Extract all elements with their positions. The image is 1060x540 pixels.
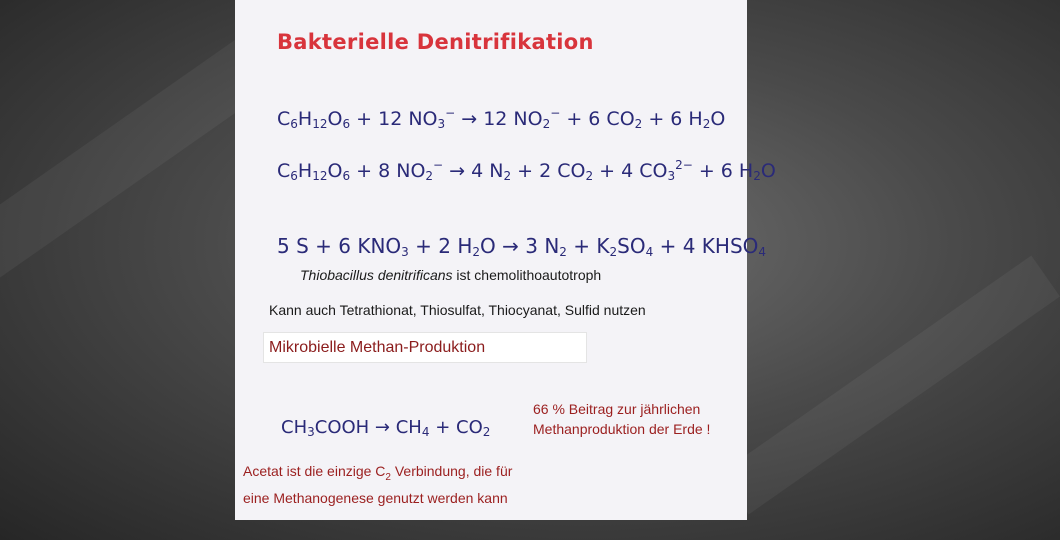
- equation-1: $C_6H_{12}O_6 + 12$ $NO_3^- \to 12$ $NO_2^- + 6$ $CO_2 + 6$ $H_2O$: [277, 106, 726, 131]
- contribution-note: [533, 399, 710, 439]
- acetate-note: [243, 461, 512, 508]
- equation-2: $C_6H_{12}O_6 + 8$ $NO_2^- \to 4$ $N_2 + 2$ $CO_2 + 4$ $CO_3^{2-} + 6$ $H_2O$: [277, 158, 776, 183]
- slide-page: [235, 0, 776, 520]
- organism-name: Thiobacillus denitrificans: [300, 267, 453, 283]
- organism-note: [300, 267, 601, 283]
- section-heading: Mikrobielle Methan-Produktion: [269, 339, 486, 356]
- slide-title: Bakterielle Denitrifikation: [277, 30, 594, 54]
- section-banner: [263, 332, 587, 363]
- contribution-line-2: Methanproduktion der Erde !: [533, 421, 711, 437]
- background-streak: [720, 256, 1060, 515]
- acetate-line-1: Acetat ist die einzige $C_2$ Verbindung, die für: [243, 463, 513, 483]
- equation-4: $CH_3COOH \to CH_4 + CO_2$: [281, 417, 491, 439]
- organism-description: ist chemolithoautotroph: [452, 267, 602, 283]
- equation-3: 5 S + 6 $KNO_3 + 2$ $H_2O \to 3$ $N_2 + K_2SO_4 + 4$ $KHSO_4$: [277, 234, 767, 259]
- contribution-line-1: 66 % Beitrag zur jährlichen: [533, 401, 701, 417]
- substrates-note: Kann auch Tetrathionat, Thiosulfat, Thiocyanat, Sulfid nutzen: [269, 302, 646, 318]
- acetate-line-2: eine Methanogenese genutzt werden kann: [243, 489, 508, 506]
